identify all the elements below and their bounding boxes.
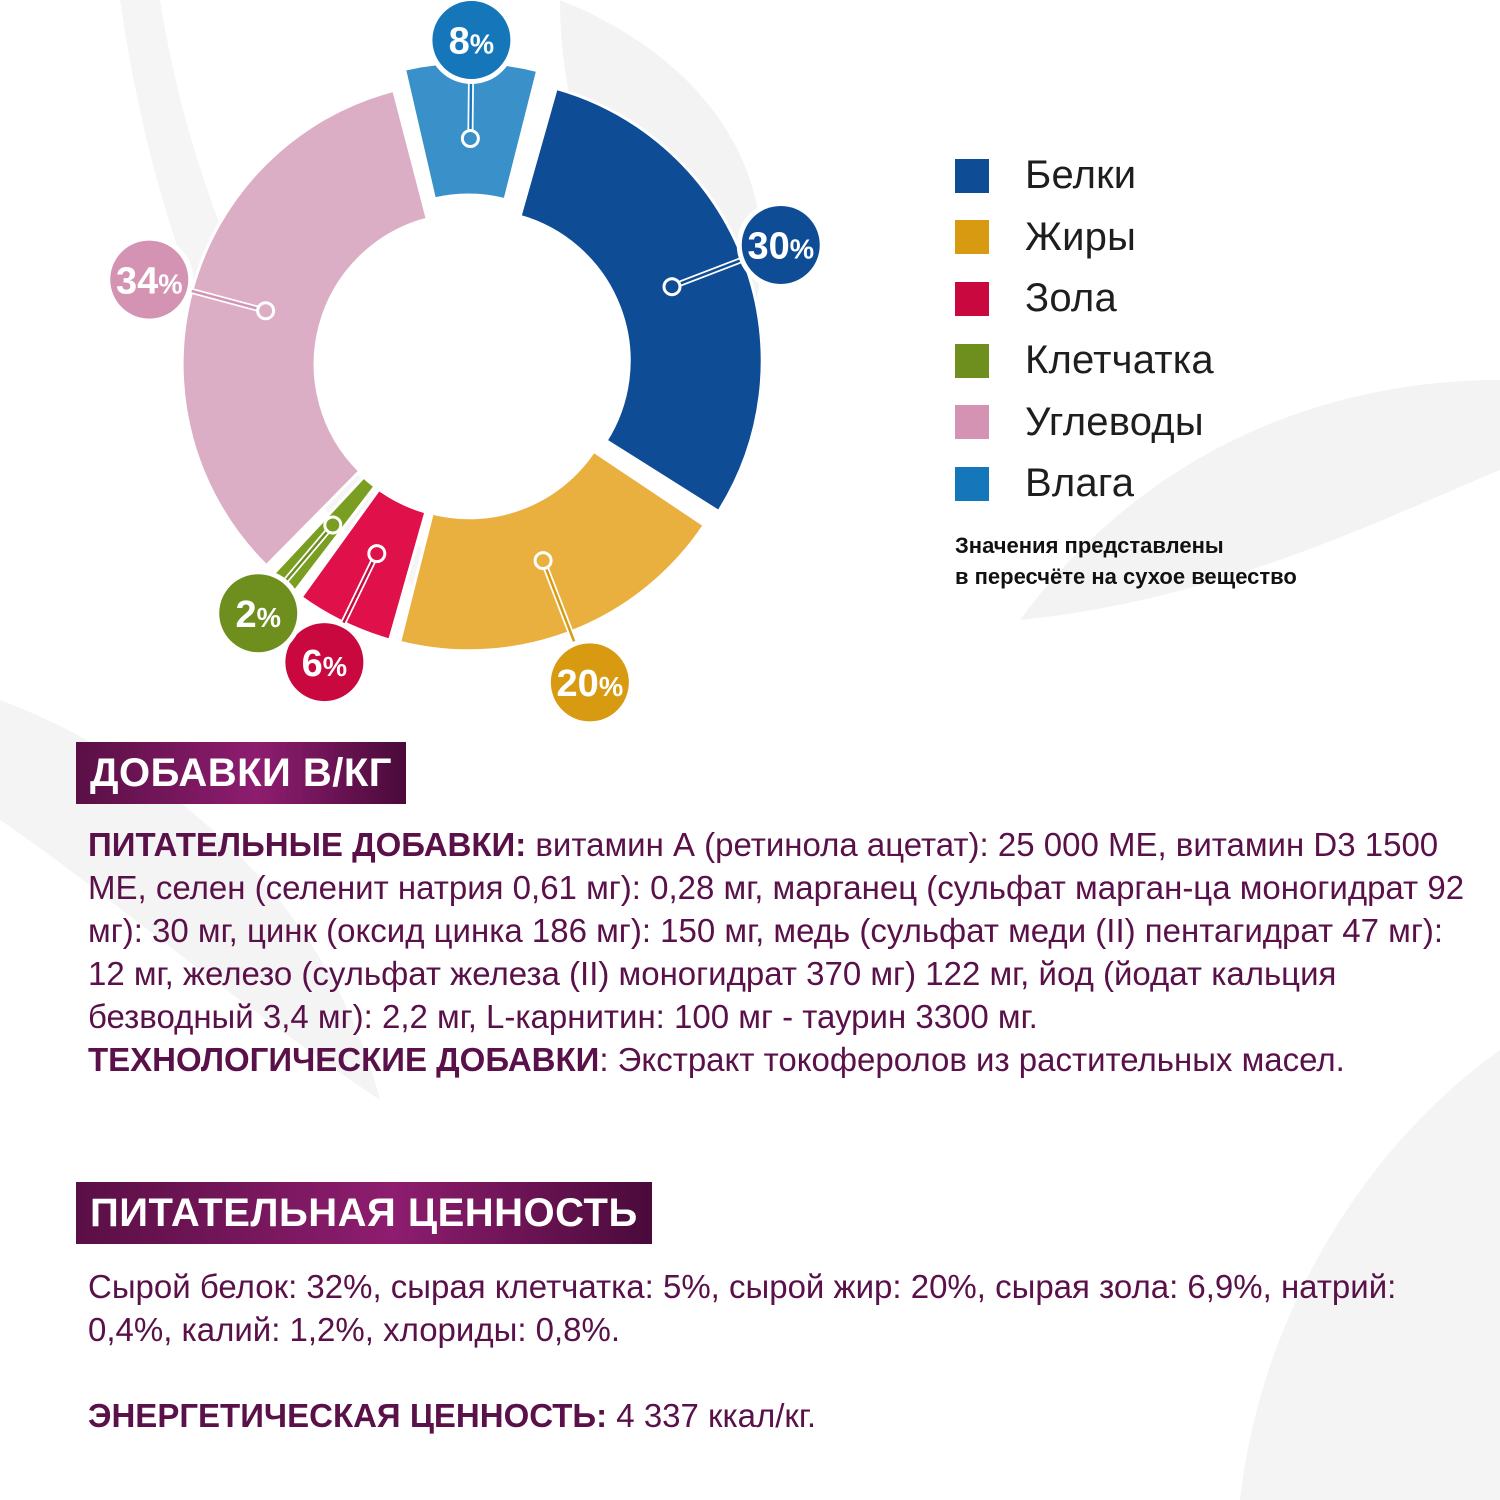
legend-swatch bbox=[955, 344, 989, 378]
technological-additives-label: ТЕХНОЛОГИЧЕСКИЕ ДОБАВКИ bbox=[88, 1041, 600, 1078]
nutritional-additives-label: ПИТАТЕЛЬНЫЕ ДОБАВКИ: bbox=[88, 826, 527, 863]
energy-label: ЭНЕРГЕТИЧЕСКАЯ ЦЕННОСТЬ: bbox=[88, 1397, 608, 1434]
chart-legend bbox=[955, 145, 1214, 515]
legend-swatch bbox=[955, 282, 989, 316]
donut-slice-fat bbox=[400, 451, 705, 651]
nutritional-additives-paragraph bbox=[88, 823, 1468, 1038]
additives-text bbox=[88, 823, 1468, 1081]
nutritional-additives-text: витамин А (ретинола ацетат): 25 000 МЕ, витамин D3 1500 МЕ, селен (селенит натрия 0,61 мг): 0,28 мг, марганец (сульфат марган-ца моногидрат 92 мг): 30 мг, цинк (оксид цинка 186 мг): 150 мг, медь (сульфат меди (II) пентагидрат 47 мг): 12 мг, железо (сульфат железа (II) моногидрат 370 мг) 122 мг, йод (йодат кальция безводный 3,4 мг): 2,2 мг, L-карнитин: 100 мг - таурин 3300 мг. bbox=[88, 826, 1465, 1035]
note-line: Значения представлены bbox=[955, 533, 1224, 558]
legend-item-protein bbox=[955, 145, 1214, 207]
nutrition-values: Сырой белок: 32%, сырая клетчатка: 5%, сырой жир: 20%, сырая зола: 6,9%, натрий: 0,4%, калий: 1,2%, хлориды: 0,8%. bbox=[88, 1268, 1397, 1348]
percent-label-carbs: 34% bbox=[115, 260, 183, 303]
leader-dot bbox=[664, 279, 680, 295]
nutrition-title: ПИТАТЕЛЬНАЯ ЦЕННОСТЬ bbox=[76, 1182, 652, 1244]
nutrition-text bbox=[88, 1265, 1468, 1437]
energy-paragraph bbox=[88, 1394, 1468, 1437]
additives-title: ДОБАВКИ В/КГ bbox=[76, 742, 406, 804]
legend-label: Зола bbox=[1025, 276, 1117, 321]
legend-item-fiber bbox=[955, 330, 1214, 392]
leader-dot bbox=[369, 546, 385, 562]
technological-additives-paragraph bbox=[88, 1038, 1468, 1081]
legend-item-ash bbox=[955, 268, 1214, 330]
legend-swatch bbox=[955, 467, 989, 501]
percent-label-fiber: 2% bbox=[235, 593, 281, 636]
note-line: в пересчёте на сухое вещество bbox=[955, 564, 1297, 589]
donut-slice-carbs bbox=[182, 90, 427, 565]
percent-label-moisture: 8% bbox=[448, 20, 495, 63]
technological-additives-text: : Экстракт токоферолов из растительных масел. bbox=[599, 1041, 1345, 1078]
leader-dot bbox=[535, 553, 551, 569]
percent-label-protein: 30% bbox=[747, 225, 815, 268]
legend-label: Белки bbox=[1025, 153, 1137, 198]
dry-matter-note bbox=[955, 530, 1297, 592]
legend-swatch bbox=[955, 405, 989, 439]
legend-swatch bbox=[955, 220, 989, 254]
legend-item-moisture bbox=[955, 453, 1214, 515]
donut-slice-protein bbox=[520, 88, 762, 511]
legend-item-fat bbox=[955, 207, 1214, 269]
leader-dot bbox=[462, 131, 478, 147]
percent-label-fat: 20% bbox=[556, 663, 624, 706]
percent-label-ash: 6% bbox=[301, 642, 348, 685]
energy-value: 4 337 ккал/кг. bbox=[607, 1397, 817, 1434]
leader-dot bbox=[258, 303, 274, 319]
leader-dot bbox=[325, 517, 341, 533]
legend-label: Влага bbox=[1025, 461, 1135, 506]
legend-label: Углеводы bbox=[1025, 399, 1204, 444]
legend-label: Клетчатка bbox=[1025, 338, 1214, 383]
legend-swatch bbox=[955, 159, 989, 193]
donut-chart bbox=[0, 0, 900, 740]
legend-item-carbs bbox=[955, 391, 1214, 453]
legend-label: Жиры bbox=[1025, 214, 1137, 259]
